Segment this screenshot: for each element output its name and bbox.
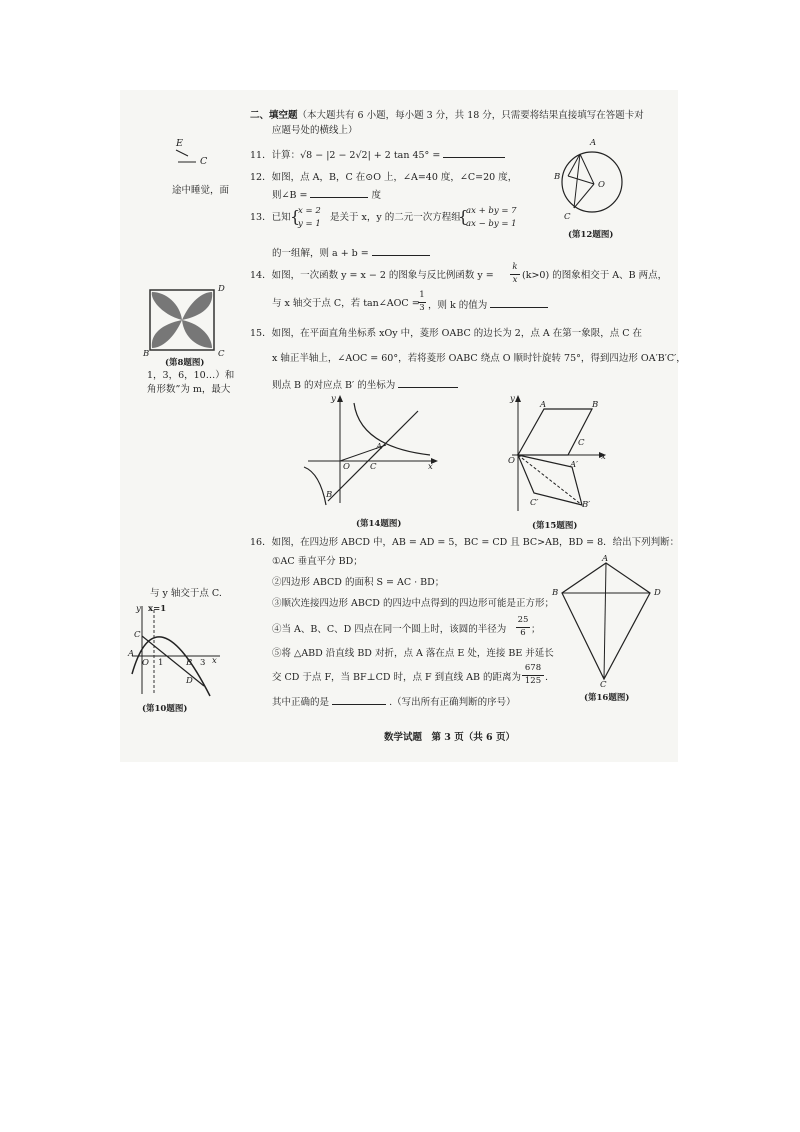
q16-statement-5b: 交 CD 于点 F，当 BF⊥CD 时，点 F 到直线 AB 的距离为 [272,672,521,683]
figure-10-caption: (第10题图) [142,704,188,714]
q15-answer-blank[interactable] [398,378,458,388]
figure-12-label-o: O [598,180,605,190]
figure-15-o-label: O [508,456,515,466]
q13-sys1-a: x = 2 [298,206,321,216]
figure-10-3-label: 3 [200,658,206,668]
q16-statement-5a: ⑤将 △ABD 沿直线 BD 对折，点 A 落在点 E 处，连接 BE 并延长 [272,648,554,659]
q12-line1: 如图，点 A，B，C 在⊙O 上，∠A=40 度，∠C=20 度， [271,172,518,183]
figure-10-x-label: x [212,656,217,666]
left-shape-text: 角形数”为 m，最大 [147,384,231,395]
q14-line1a: 如图，一次函数 y = x − 2 的图象与反比例函数 y = [271,270,494,281]
question-16 [250,537,679,549]
q15-line1: 如图，在平面直角坐标系 xOy 中，菱形 OABC 的边长为 2，点 A 在第一象限，点 C 在 [271,328,643,339]
figure-15-a-label: A [540,400,547,410]
q11-number: 11． [250,150,272,161]
figure-8-label-b: B [143,349,150,359]
q16-statement-1: ①AC 垂直平分 BD； [272,556,363,567]
q12-line2-row [272,188,381,202]
figure-10-1-label: 1 [158,658,164,668]
question-12 [250,172,517,184]
figure-8-label-d: D [218,284,225,294]
figure-15-a1-label: A′ [570,460,579,470]
q12-line2: 则∠B = [272,190,308,201]
figure-16-c-label: C [600,680,607,690]
figure-8-caption: (第8题图) [165,358,205,368]
figure-14-o-label: O [343,462,350,472]
left-sequence-text: 1，3，6，10…）和 [147,370,235,381]
figure-16-a-label: A [602,554,609,564]
q16-s4-den: 6 [520,628,526,638]
q11-text: 计算：√8 − |2 − 2√2| + 2 tan 45° = [271,150,441,161]
figure-12-caption: (第12题图) [568,230,614,240]
section-header [250,110,644,122]
q16-statement-5c: . [545,672,549,683]
q13-sys2-a: ax + by = 7 [466,206,517,216]
figure-16-caption: (第16题图) [584,693,630,703]
q16-statement-4b: ； [531,624,541,635]
figure-14-caption: (第14题图) [356,519,402,529]
section-description-2: 应题号处的横线上） [272,125,358,136]
q12-number: 12． [250,172,272,183]
figure-15-y-label: y [510,394,515,404]
question-14 [250,270,494,282]
q13-answer-blank[interactable] [372,246,430,256]
figure-15-b1-label: B′ [582,500,591,510]
figure-8 [140,284,235,356]
q12-unit: 度 [371,190,381,201]
figure-14-x-label: x [428,462,433,472]
figure-10-a-label: A [128,649,135,659]
figure-8-label-c: C [218,349,225,359]
q15-line3: 则点 B 的对应点 B′ 的坐标为 [272,380,396,391]
left-fragment-lines [172,148,202,168]
q14-line2b: ，则 k 的值为 [428,300,488,311]
q13-sys1-b: y = 1 [298,219,321,229]
figure-14-a-label: A [376,442,383,452]
left-label-e: E [176,138,183,149]
section-title: 二、填空题 [250,110,298,121]
q13-brace-1: { [290,207,301,226]
figure-10-b-label: B [186,658,193,668]
figure-12-label-b: B [554,172,561,182]
figure-15-x-label: x [601,452,606,462]
q11-answer-blank[interactable] [443,148,505,158]
figure-16 [550,555,660,691]
figure-16-b-label: B [552,588,559,598]
q14-answer-blank[interactable] [490,298,548,308]
q13-mid: 是关于 x，y 的二元一次方程组 [330,212,461,223]
q16-answer-blank[interactable] [332,695,386,705]
figure-14-c-label: C [370,462,377,472]
left-label-c: C [200,156,208,167]
q14-tan-den: 3 [419,303,425,313]
q13-number: 13． [250,212,272,223]
q16-s5-num: 678 [524,663,542,673]
figure-15-b-label: B [592,400,599,410]
q14-line2a: 与 x 轴交于点 C，若 tan∠AOC = [272,298,420,309]
q16-s4-num: 25 [517,615,529,625]
question-13 [250,212,291,224]
question-11 [250,148,505,162]
q14-line2b-row [428,298,548,312]
q13-sys2-b: ax − by = 1 [466,219,517,229]
figure-10-c-label: C [134,630,141,640]
figure-10 [128,600,228,700]
q13-line2: 的一组解，则 a + b = [272,248,369,259]
q14-frac-num: k [512,262,518,272]
figure-15-c1-label: C′ [530,498,539,508]
q16-statement-2: ②四边形 ABCD 的面积 S = AC · BD； [272,577,445,588]
q16-answer-row [272,695,516,709]
q16-answer-note: .（写出所有正确判断的序号） [389,697,516,708]
q13-line2-row [272,246,430,260]
q15-line3-row [272,378,458,392]
figure-15 [498,393,610,517]
figure-14-y-label: y [331,394,336,404]
q16-statement-3: ③顺次连接四边形 ABCD 的四边中点得到的四边形可能是正方形； [272,598,554,609]
q16-s5-den: 125 [524,676,542,686]
figure-16-d-label: D [654,588,661,598]
q15-line2: x 轴正半轴上，∠AOC = 60°，若将菱形 OABC 绕点 O 顺时针旋转 75°，得到四边形 OA′B′C′， [272,353,686,364]
figure-12-label-c: C [564,212,571,222]
q16-line1: 如图，在四边形 ABCD 中，AB = AD = 5，BC = CD 且 BC>AB，BD = 8．给出下列判断： [271,537,680,548]
q14-number: 14． [250,270,272,281]
left-yaxis-text: 与 y 轴交于点 C. [150,588,222,599]
q14-tan-num: 1 [419,290,425,300]
section-description: （本大题共有 6 小题，每小题 3 分，共 18 分，只需要将结果直接填写在答题卡对 [297,110,644,121]
q16-answer-label: 其中正确的是 [272,697,330,708]
q16-number: 16． [250,537,272,548]
q16-statement-4a: ④当 A、B、C、D 四点在同一个圆上时，该圆的半径为 [272,624,507,635]
q12-answer-blank[interactable] [310,188,368,198]
q14-frac-den: x [512,275,518,285]
question-15 [250,328,642,340]
figure-14-b-label: B [326,490,333,500]
page-footer: 数学试题 第 3 页（共 6 页） [384,732,515,743]
figure-10-axis-label: x=1 [148,604,167,614]
left-fragment-text: 途中睡觉，面 [172,185,230,196]
q13-pre: 已知 [271,212,291,223]
figure-10-y-label: y [136,604,141,614]
q15-number: 15． [250,328,272,339]
figure-15-caption: (第15题图) [532,521,578,531]
figure-10-d-label: D [186,676,193,686]
figure-15-c-label: C [578,438,585,448]
figure-14 [300,393,450,511]
q14-line1b: (k>0) 的图象相交于 A、B 两点， [522,270,668,281]
figure-10-o-label: O [142,658,149,668]
figure-12-label-a: A [590,138,597,148]
q13-brace-2: { [458,207,469,226]
